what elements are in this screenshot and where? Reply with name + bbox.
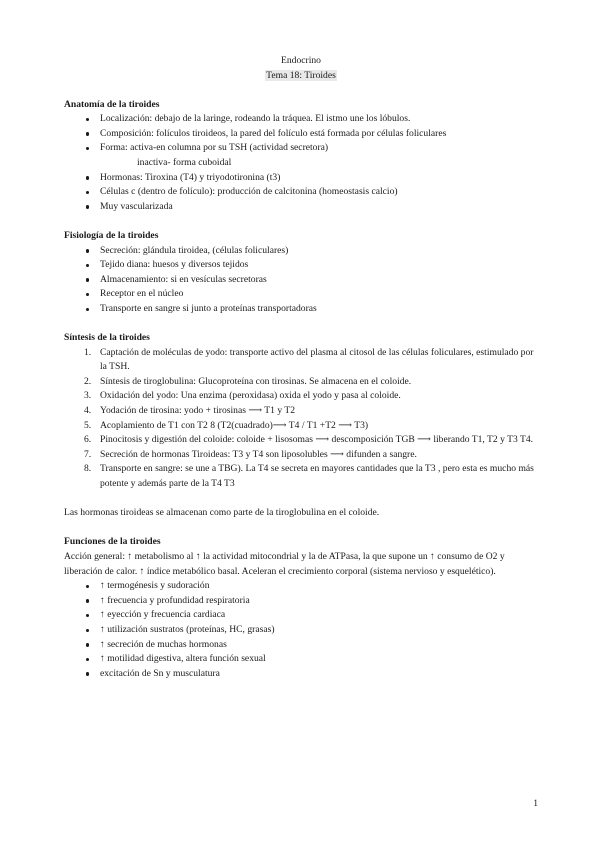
list-item: ↑ motilidad digestiva, altera función sexual (64, 652, 538, 667)
list-item: Forma: activa-en columna por su TSH (actividad secretora) (64, 141, 538, 156)
list-item: Composición: folículos tiroideos, la pared del folículo está formada por células foliculares (64, 127, 538, 142)
list-item: ↑ eyección y frecuencia cardiaca (64, 608, 538, 623)
list-item: ↑ secreción de muchas hormonas (64, 638, 538, 653)
document-subtitle: Tema 18: Tiroides (266, 69, 336, 81)
section-heading-anatomia: Anatomía de la tiroides (64, 98, 160, 110)
item-number: 8. (84, 463, 92, 475)
sintesis-list (64, 346, 538, 492)
item-text: Oxidación del yodo: Una enzima (peroxidasa) oxida el yodo y pasa al coloide. (100, 390, 401, 402)
item-text: Secreción de hormonas Tiroideas: T3 y T4 son liposolubles ⟶ difunden a sangre. (100, 448, 417, 460)
list-item: ↑ frecuencia y profundidad respiratoria (64, 594, 538, 609)
document-title: Endocrino (281, 55, 321, 66)
list-item: Almacenamiento: si en vesículas secretoras (64, 273, 538, 288)
funciones-intro: Acción general: ↑ metabolismo al ↑ la actividad mitocondrial y la de ATPasa, la que supone un ↑ consumo de O2 y liberación de calor. ↑ índice metabólico basal. Aceleran el crecimiento corporal (sistema nervioso y esquelético). (64, 551, 505, 577)
section-heading-fisiologia: Fisiología de la tiroides (64, 229, 159, 241)
item-number: 6. (84, 434, 92, 446)
numbered-item (64, 404, 538, 419)
item-number: 2. (84, 375, 92, 387)
numbered-item (64, 346, 538, 375)
spacer (64, 317, 538, 332)
spacer (64, 214, 538, 229)
numbered-item (64, 419, 538, 434)
item-text: Pinocitosis y digestión del coloide: coloide + lisosomas ⟶ descomposición TGB ⟶ liberando T1, T2 y T3 T4. (100, 434, 534, 446)
item-number: 1. (84, 346, 92, 358)
list-item: excitación de Sn y musculatura (64, 667, 538, 682)
list-item: Hormonas: Tiroxina (T4) y triyodotironina (t3) (64, 171, 538, 186)
list-item: ↑ utilización sustratos (proteínas, HC, grasas) (64, 623, 538, 638)
item-text: Transporte en sangre: se une a TBG). La T4 se secreta en mayores cantidades que la T3 , pero esta es mucho más potente y además parte de la T4 T3 (100, 463, 534, 490)
list-item: ↑ termogénesis y sudoración (64, 579, 538, 594)
item-text: Acoplamiento de T1 con T2 8 (T2(cuadrado)⟶ T4 / T1 +T2 ⟶ T3) (100, 419, 369, 431)
anatomia-list (64, 112, 538, 214)
list-item: Tejido diana: huesos y diversos tejidos (64, 258, 538, 273)
section-heading-funciones: Funciones de la tiroides (64, 536, 161, 548)
numbered-item (64, 389, 538, 404)
spacer (64, 492, 538, 507)
fisiologia-list (64, 244, 538, 317)
list-item: Células c (dentro de folículo): producción de calcitonina (homeostasis calcio) (64, 185, 538, 200)
list-item: Receptor en el núcleo (64, 287, 538, 302)
storage-note: Las hormonas tiroideas se almacenan como parte de la tiroglobulina en el coloide. (64, 507, 380, 519)
item-text: Yodación de tirosina: yodo + tirosinas ⟶ T1 y T2 (100, 405, 296, 417)
section-heading-sintesis: Síntesis de la tiroides (64, 332, 150, 344)
list-item: Localización: debajo de la laringe, rodeando la tráquea. El istmo une los lóbulos. (64, 112, 538, 127)
spacer (64, 521, 538, 536)
item-number: 5. (84, 419, 92, 431)
numbered-item (64, 375, 538, 390)
funciones-list (64, 579, 538, 681)
list-item: Secreción: glándula tiroidea, (células foliculares) (64, 244, 538, 259)
document-body (64, 54, 538, 681)
item-text: Síntesis de tiroglobulina: Glucoproteína con tirosinas. Se almacena en el coloide. (100, 375, 412, 387)
list-item: Transporte en sangre si junto a proteínas transportadoras (64, 302, 538, 317)
numbered-item (64, 448, 538, 463)
item-number: 3. (84, 390, 92, 402)
numbered-item (64, 433, 538, 448)
list-item-continuation: inactiva- forma cuboidal (137, 156, 232, 168)
item-number: 4. (84, 405, 92, 417)
numbered-item (64, 462, 538, 491)
page-number: 1 (533, 798, 538, 809)
document-subtitle-line (64, 69, 538, 84)
item-number: 7. (84, 448, 92, 460)
list-item: Muy vascularizada (64, 200, 538, 215)
item-text: Captación de moléculas de yodo: transporte activo del plasma al citosol de las células foliculares, estimulado por la TSH. (100, 346, 534, 373)
